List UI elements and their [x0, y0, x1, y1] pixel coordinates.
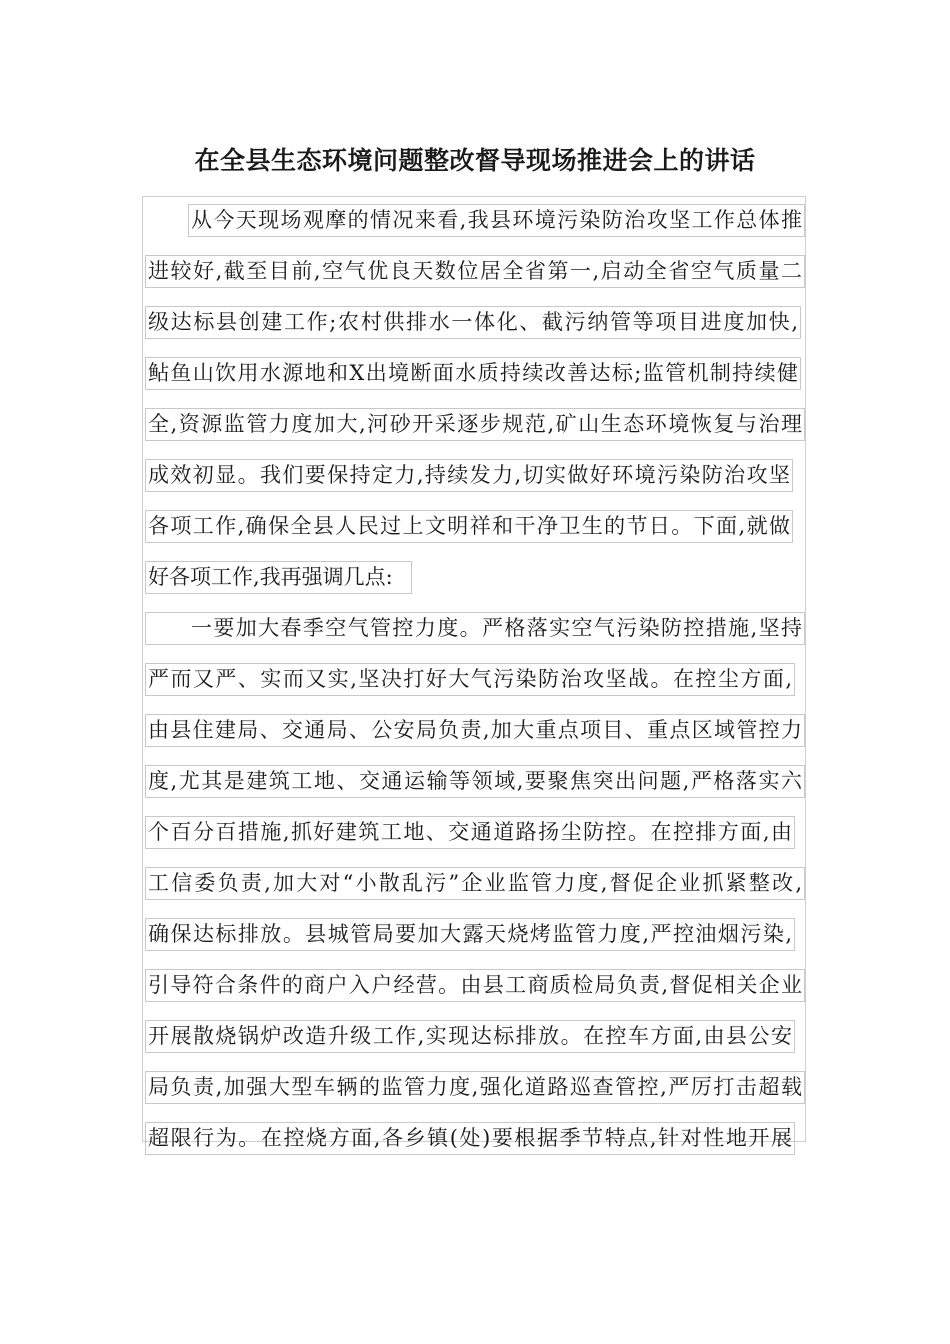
paragraph-2-line-8: 引导符合条件的商户入户经营。由县工商质检局负责,督促相关企业: [145, 969, 805, 1002]
paragraph-2-line-10: 局负责,加强大型车辆的监管力度,强化道路巡查管控,严厉打击超载: [145, 1071, 805, 1104]
text-line: [145, 765, 805, 816]
text-line: [145, 204, 805, 255]
text-line: [145, 357, 805, 408]
text-line: [145, 255, 805, 306]
document-body: [145, 204, 805, 1173]
text-line: [145, 459, 805, 510]
text-line: [145, 408, 805, 459]
text-line: [145, 306, 805, 357]
paragraph-2-line-6: 工信委负责,加大对“小散乱污”企业监管力度,督促企业抓紧整改,: [145, 867, 805, 900]
paragraph-2-line-3: 由县住建局、交通局、公安局负责,加大重点项目、重点区域管控力: [145, 714, 805, 747]
paragraph-2-line-7: 确保达标排放。县城管局要加大露天烧烤监管力度,严控油烟污染,: [145, 918, 795, 951]
text-line: [145, 714, 805, 765]
text-line: [145, 1071, 805, 1122]
paragraph-2-line-4: 度,尤其是建筑工地、交通运输等领域,要聚焦突出问题,严格落实六: [145, 765, 805, 798]
paragraph-1-line-6: 成效初显。我们要保持定力,持续发力,切实做好环境污染防治攻坚: [145, 459, 793, 492]
text-line: [145, 561, 805, 612]
paragraph-2-line-9: 开展散烧锅炉改造升级工作,实现达标排放。在控车方面,由县公安: [145, 1020, 795, 1053]
text-line: [145, 867, 805, 918]
paragraph-2-line-11: 超限行为。在控烧方面,各乡镇(处)要根据季节特点,针对性地开展: [145, 1122, 795, 1155]
text-line: [145, 1122, 805, 1173]
text-line: [145, 510, 805, 561]
text-line: [145, 663, 805, 714]
paragraph-2-line-5: 个百分百措施,抓好建筑工地、交通道路扬尘防控。在控排方面,由: [145, 816, 795, 849]
text-line: [145, 969, 805, 1020]
paragraph-1-line-7: 各项工作,确保全县人民过上文明祥和干净卫生的节日。下面,就做: [145, 510, 793, 543]
paragraph-1-line-5: 全,资源监管力度加大,河砂开采逐步规范,矿山生态环境恢复与治理: [145, 408, 805, 441]
paragraph-2-line-2: 严而又严、实而又实,坚决打好大气污染防治攻坚战。在控尘方面,: [145, 663, 795, 696]
text-line: [145, 612, 805, 663]
paragraph-1-line-1: 从今天现场观摩的情况来看,我县环境污染防治攻坚工作总体推: [188, 204, 805, 237]
text-line: [145, 918, 805, 969]
document-title: 在全县生态环境问题整改督导现场推进会上的讲话: [194, 146, 756, 175]
paragraph-1-line-4: 鲇鱼山饮用水源地和X出境断面水质持续改善达标;监管机制持续健: [145, 357, 801, 390]
text-line: [145, 1020, 805, 1071]
text-line: [145, 816, 805, 867]
paragraph-1-line-3: 级达标县创建工作;农村供排水一体化、截污纳管等项目进度加快,: [145, 306, 801, 339]
paragraph-1-line-2: 进较好,截至目前,空气优良天数位居全省第一,启动全省空气质量二: [145, 255, 805, 288]
paragraph-2-line-1: 一要加大春季空气管控力度。严格落实空气污染防控措施,坚持: [145, 612, 805, 645]
paragraph-1-line-8: 好各项工作,我再强调几点:: [145, 561, 412, 594]
